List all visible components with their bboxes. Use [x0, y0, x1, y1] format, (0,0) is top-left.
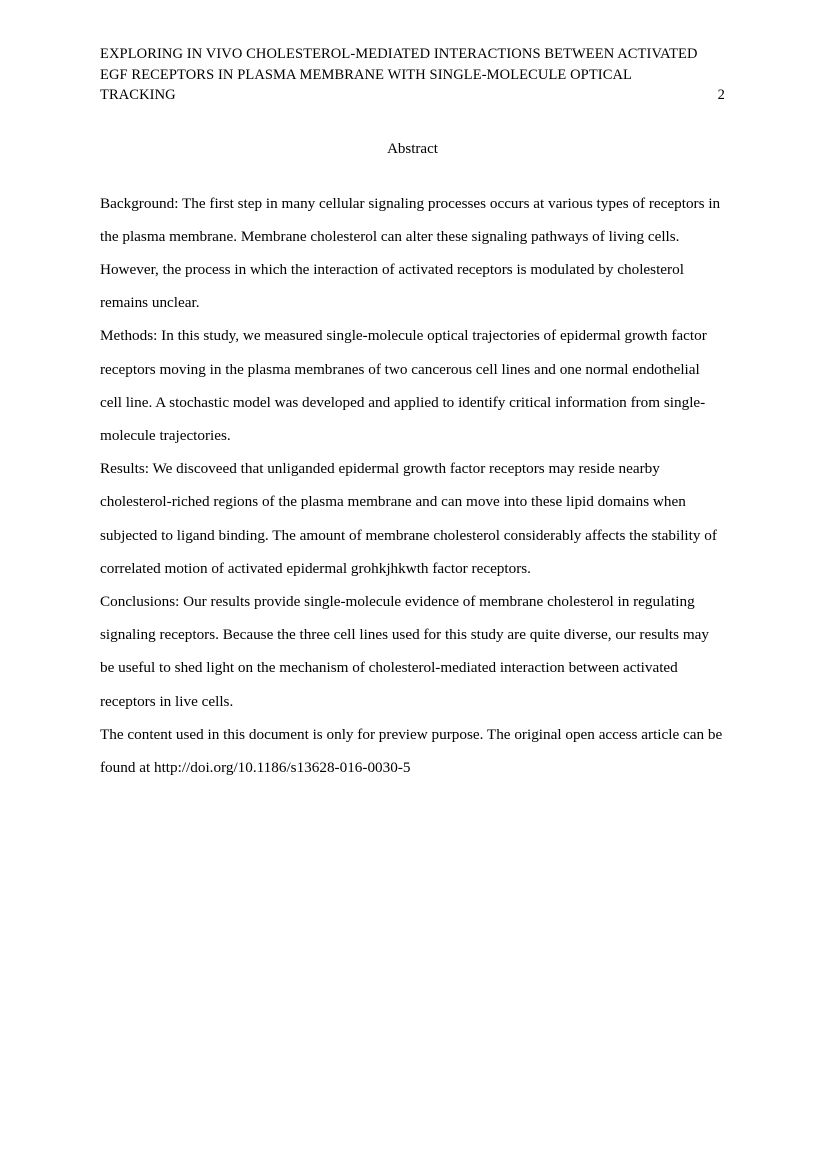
- abstract-body: [100, 187, 725, 785]
- abstract-heading: Abstract: [387, 140, 438, 157]
- page-content: [100, 44, 725, 784]
- paragraph-preview-notice: The content used in this document is only for preview purpose. The original open access article can be found at http://doi.org/10.1186/s13628-016-0030-5: [100, 725, 723, 776]
- paragraph-conclusions: Conclusions: Our results provide single-molecule evidence of membrane cholesterol in regulating signaling receptors. Because the three cell lines used for this study are quite diverse, our results may be useful to shed light on the mechanism of cholesterol-mediated interaction between activated receptors in live cells.: [100, 592, 710, 710]
- running-head-text: EXPLORING IN VIVO CHOLESTEROL-MEDIATED INTERACTIONS BETWEEN ACTIVATED EGF RECEPTORS IN PLASMA MEMBRANE WITH SINGLE-MOLECULE OPTICAL TRACKING: [100, 46, 698, 103]
- page-number: 2: [717, 87, 725, 103]
- paragraph-results: Results: We discoveed that unliganded epidermal growth factor receptors may reside nearby cholesterol-riched regions of the plasma membrane and can move into these lipid domains when subjected to ligand binding. The amount of membrane cholesterol considerably affects the stability of correlated motion of activated epidermal grohkjhkwth factor receptors.: [100, 460, 717, 577]
- paragraph-background: Background: The first step in many cellular signaling processes occurs at various types of receptors in the plasma membrane. Membrane cholesterol can alter these signaling pathways of living cells. However, the process in which the interaction of activated receptors is modulated by cholesterol remains unclear.: [100, 194, 721, 312]
- running-head: [100, 44, 725, 106]
- paragraph-methods: Methods: In this study, we measured single-molecule optical trajectories of epidermal growth factor receptors moving in the plasma membranes of two cancerous cell lines and one normal endothelial cell line. A stochastic model was developed and applied to identify critical information from single-molecule trajectories.: [100, 327, 707, 444]
